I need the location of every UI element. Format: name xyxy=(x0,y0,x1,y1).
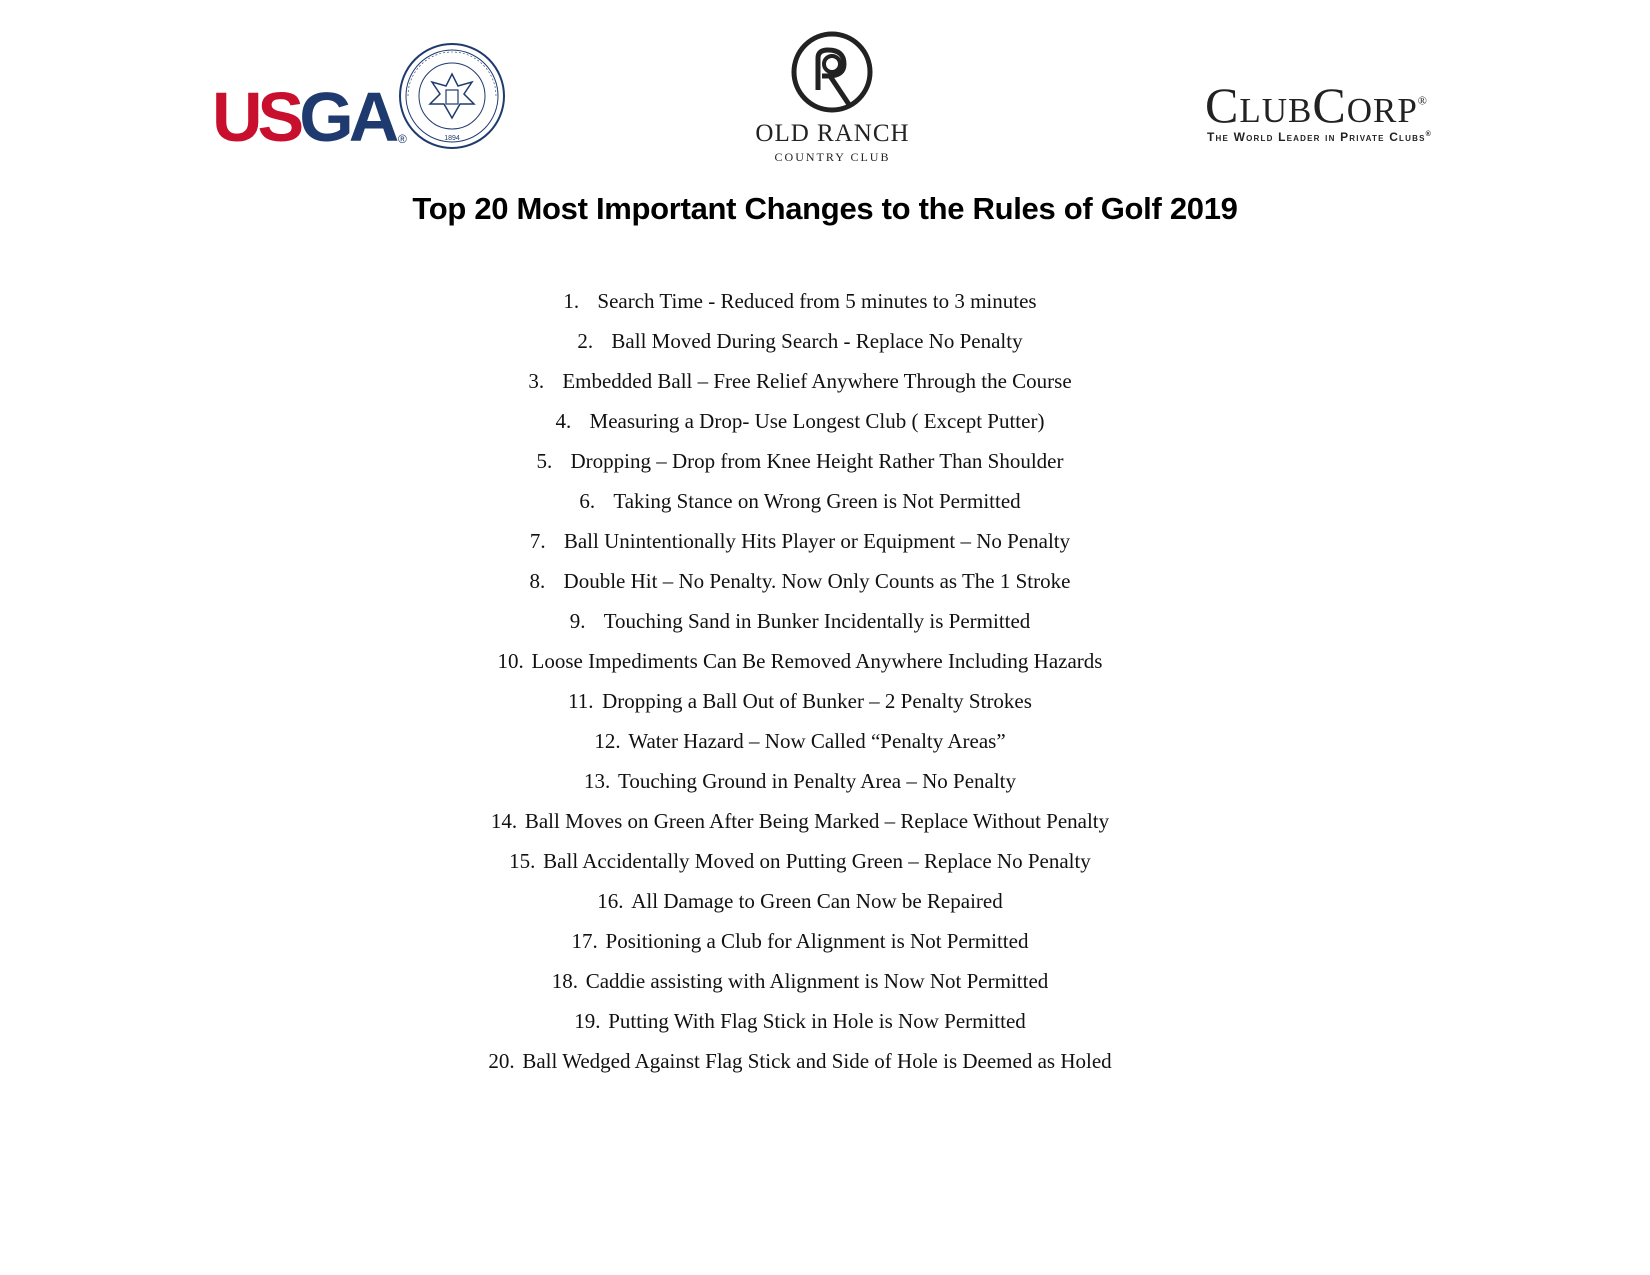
usga-logo xyxy=(212,40,502,155)
clubcorp-registered-mark: ® xyxy=(1417,93,1428,108)
rule-text: Ball Moves on Green After Being Marked – Replace Without Penalty xyxy=(524,809,1110,833)
rule-number: 4. xyxy=(555,409,572,433)
old-ranch-name: OLD RANCH xyxy=(755,120,910,147)
rule-number: 7. xyxy=(529,529,546,553)
rule-text: Ball Unintentionally Hits Player or Equipment – No Penalty xyxy=(563,529,1071,553)
usga-wordmark xyxy=(212,78,395,156)
list-item xyxy=(0,886,1600,926)
rule-text: Ball Moved During Search - Replace No Penalty xyxy=(611,329,1023,353)
rule-text: Ball Accidentally Moved on Putting Green – Replace No Penalty xyxy=(543,849,1091,873)
list-item xyxy=(0,966,1600,1006)
old-ranch-logo xyxy=(745,28,920,168)
rule-number: 8. xyxy=(529,569,546,593)
list-item xyxy=(0,286,1600,326)
rule-number: 16. xyxy=(597,889,624,913)
list-item xyxy=(0,486,1600,526)
usga-wordmark-ga: GA xyxy=(299,78,395,156)
rule-text: Taking Stance on Wrong Green is Not Permitted xyxy=(613,489,1021,513)
rule-number: 17. xyxy=(571,929,598,953)
rule-number: 19. xyxy=(574,1009,601,1033)
clubcorp-logo xyxy=(1205,77,1505,150)
rule-number: 20. xyxy=(488,1049,515,1073)
rule-number: 3. xyxy=(528,369,545,393)
rule-number: 9. xyxy=(569,609,586,633)
list-item xyxy=(0,366,1600,406)
rule-text: Ball Wedged Against Flag Stick and Side of Hole is Deemed as Holed xyxy=(522,1049,1112,1073)
list-item xyxy=(0,406,1600,446)
list-item xyxy=(0,526,1600,566)
rule-text: Search Time - Reduced from 5 minutes to 3 minutes xyxy=(597,289,1037,313)
clubcorp-tagline-mark: ® xyxy=(1425,131,1432,138)
list-item xyxy=(0,926,1600,966)
usga-wordmark-us: US xyxy=(212,78,300,156)
rule-text: Dropping a Ball Out of Bunker – 2 Penalty Strokes xyxy=(602,689,1032,713)
old-ranch-subtitle: COUNTRY CLUB xyxy=(774,150,891,164)
rule-number: 6. xyxy=(579,489,596,513)
list-item xyxy=(0,686,1600,726)
rule-number: 15. xyxy=(509,849,536,873)
list-item xyxy=(0,846,1600,886)
rule-text: Water Hazard – Now Called “Penalty Areas” xyxy=(628,729,1006,753)
usga-seal-icon xyxy=(398,42,506,150)
list-item xyxy=(0,326,1600,366)
rule-text: Loose Impediments Can Be Removed Anywhere Including Hazards xyxy=(531,649,1103,673)
rule-text: Caddie assisting with Alignment is Now Not Permitted xyxy=(585,969,1049,993)
list-item xyxy=(0,566,1600,606)
page-title: Top 20 Most Important Changes to the Rules of Golf 2019 xyxy=(412,191,1238,226)
rule-text: Positioning a Club for Alignment is Not Permitted xyxy=(605,929,1029,953)
rules-list xyxy=(0,286,1600,1086)
usga-registered-mark: ® xyxy=(398,132,407,146)
rule-number: 10. xyxy=(497,649,524,673)
clubcorp-name: ClubCorp xyxy=(1205,77,1418,133)
old-ranch-monogram-icon xyxy=(784,28,880,124)
list-item xyxy=(0,446,1600,486)
rule-text: Dropping – Drop from Knee Height Rather Than Shoulder xyxy=(570,449,1064,473)
rule-number: 11. xyxy=(568,689,594,713)
list-item xyxy=(0,806,1600,846)
rule-number: 2. xyxy=(577,329,594,353)
rule-number: 14. xyxy=(490,809,518,833)
rule-text: Double Hit – No Penalty. Now Only Counts as The 1 Stroke xyxy=(563,569,1071,593)
usga-seal-year: 1894 xyxy=(444,135,460,142)
rule-text: Putting With Flag Stick in Hole is Now Permitted xyxy=(608,1009,1026,1033)
clubcorp-tagline xyxy=(1207,130,1432,144)
clubcorp-tagline-text: The World Leader in Private Clubs xyxy=(1207,130,1426,144)
list-item xyxy=(0,766,1600,806)
rule-text: All Damage to Green Can Now be Repaired xyxy=(631,889,1003,913)
rule-number: 13. xyxy=(583,769,611,793)
list-item xyxy=(0,1006,1600,1046)
rule-number: 1. xyxy=(563,289,580,313)
clubcorp-wordmark xyxy=(1205,77,1428,133)
list-item xyxy=(0,646,1600,686)
list-item xyxy=(0,606,1600,646)
rule-text: Touching Ground in Penalty Area – No Penalty xyxy=(617,769,1017,793)
list-item xyxy=(0,726,1600,766)
rule-text: Measuring a Drop- Use Longest Club ( Except Putter) xyxy=(589,409,1045,433)
list-item xyxy=(0,1046,1600,1086)
rule-number: 12. xyxy=(594,729,621,753)
rule-text: Embedded Ball – Free Relief Anywhere Through the Course xyxy=(562,369,1072,393)
rule-number: 18. xyxy=(551,969,578,993)
rule-text: Touching Sand in Bunker Incidentally is Permitted xyxy=(603,609,1031,633)
rule-number: 5. xyxy=(536,449,553,473)
